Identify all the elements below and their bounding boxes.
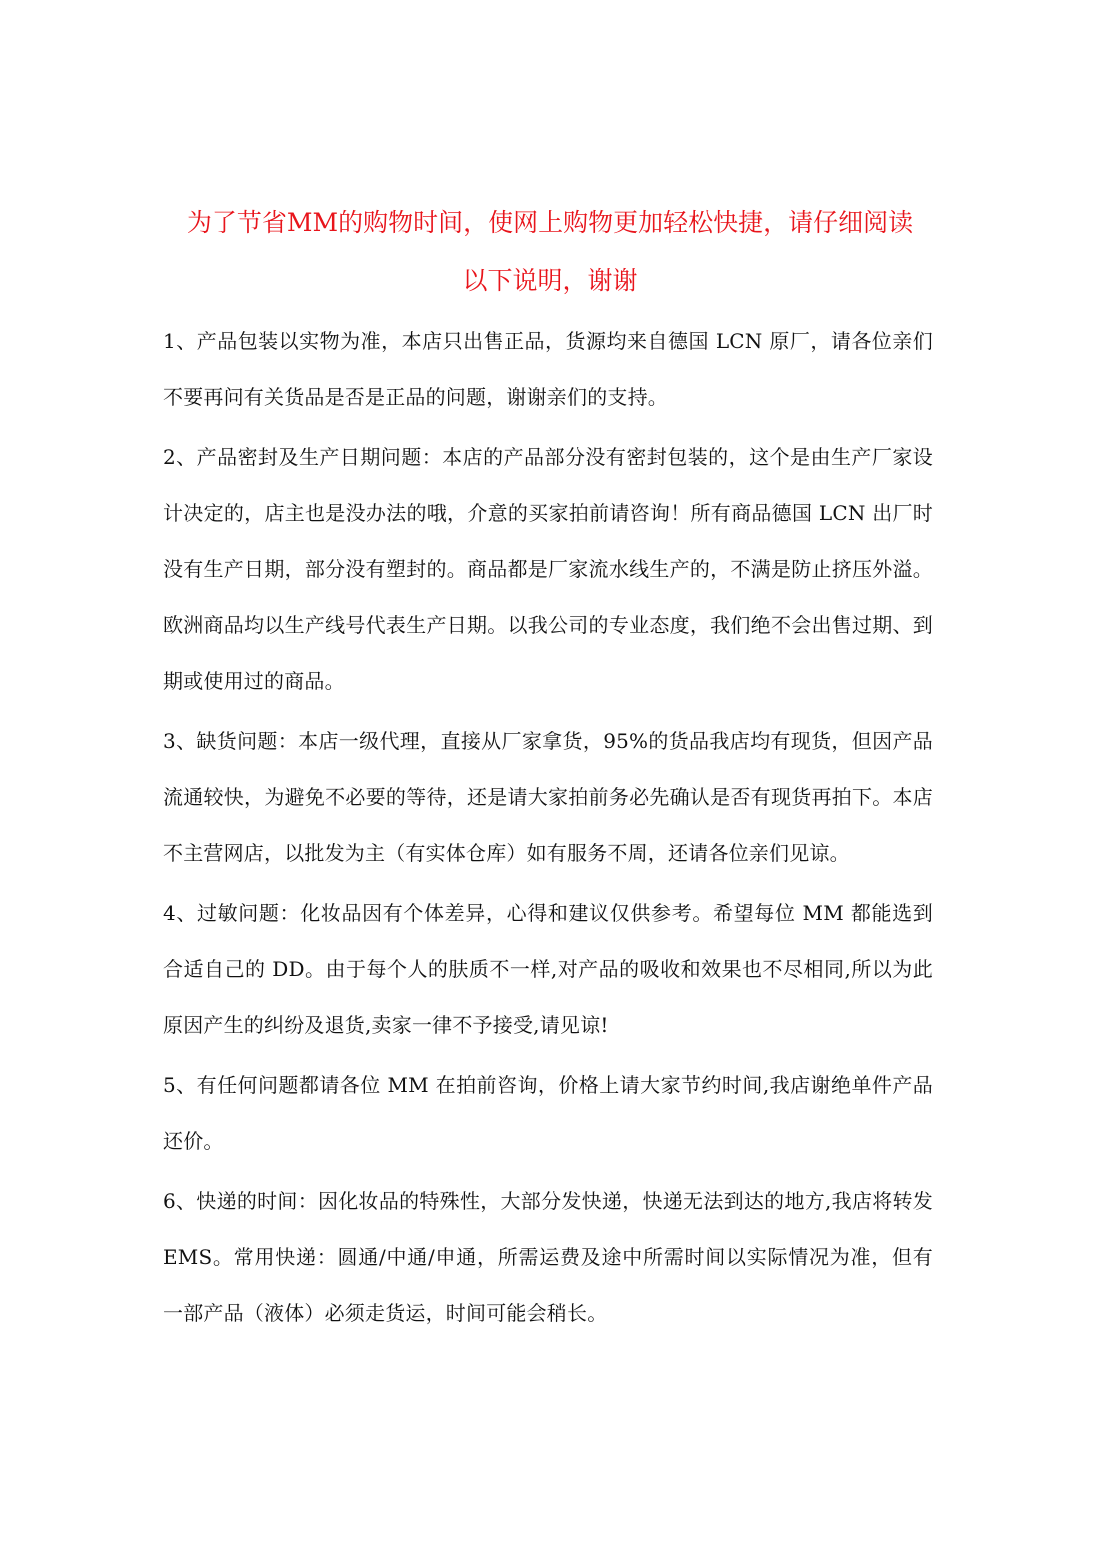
document-title	[160, 194, 940, 310]
notice-item-3: 3、缺货问题：本店一级代理，直接从厂家拿货，95%的货品我店均有现货，但因产品流通较快，为避免不必要的等待，还是请大家拍前务必先确认是否有现货再拍下。本店不主营网店，以批发为主（有实体仓库）如有服务不周，还请各位亲们见谅。	[163, 729, 933, 865]
notice-item-1: 1、产品包装以实物为准，本店只出售正品，货源均来自德国 LCN 原厂，请各位亲们不要再问有关货品是否是正品的问题，谢谢亲们的支持。	[163, 329, 933, 409]
notice-item-4: 4、过敏问题：化妆品因有个体差异，心得和建议仅供参考。希望每位 MM 都能选到合适自己的 DD。由于每个人的肤质不一样,对产品的吸收和效果也不尽相同,所以为此原因产生的纠纷及退货,卖家一律不予接受,请见谅!	[163, 901, 933, 1037]
notice-list	[163, 313, 933, 1345]
title-line-1: 为了节省MM的购物时间，使网上购物更加轻松快捷，请仔细阅读	[186, 208, 914, 237]
notice-item-5: 5、有任何问题都请各位 MM 在拍前咨询，价格上请大家节约时间,我店谢绝单件产品还价。	[163, 1073, 933, 1153]
notice-item-6: 6、快递的时间：因化妆品的特殊性，大部分发快递，快递无法到达的地方,我店将转发 EMS。常用快递：圆通/中通/申通，所需运费及途中所需时间以实际情况为准，但有一部产品（液体）必须走货运，时间可能会稍长。	[163, 1189, 933, 1325]
title-line-2: 以下说明，谢谢	[462, 266, 638, 295]
notice-item-2: 2、产品密封及生产日期问题：本店的产品部分没有密封包装的，这个是由生产厂家设计决定的，店主也是没办法的哦，介意的买家拍前请咨询！所有商品德国 LCN 出厂时没有生产日期，部分没有塑封的。商品都是厂家流水线生产的，不满是防止挤压外溢。欧洲商品均以生产线号代表生产日期。以我公司的专业态度，我们绝不会出售过期、到期或使用过的商品。	[163, 445, 933, 693]
